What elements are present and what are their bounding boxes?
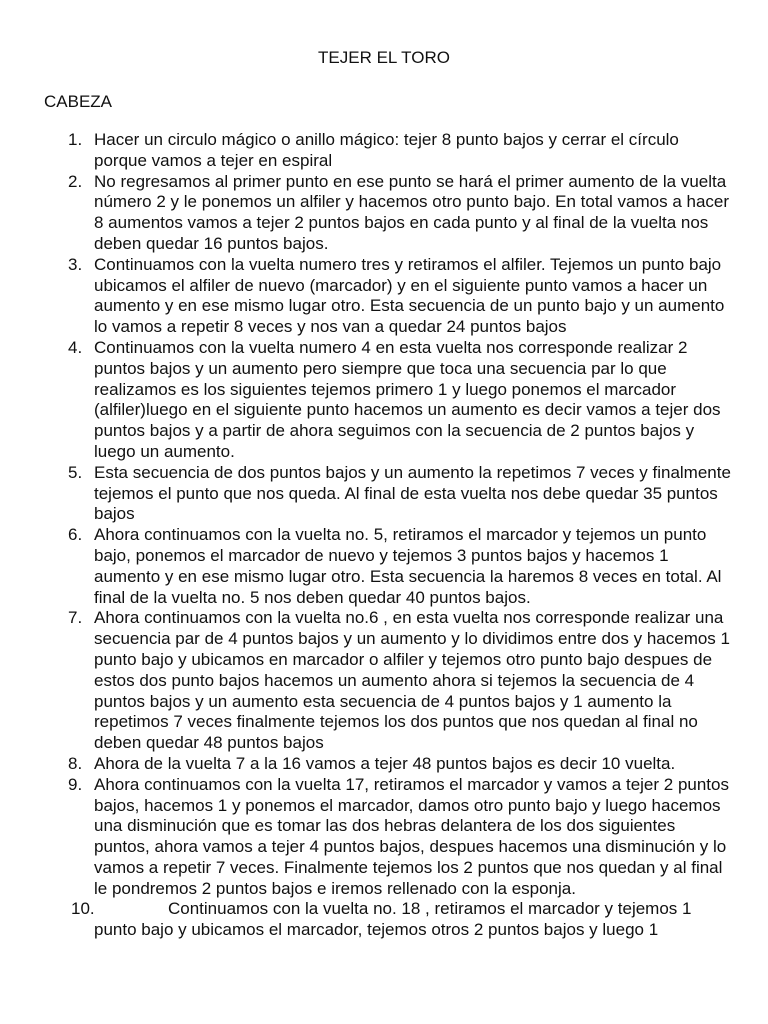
step-text: Ahora continuamos con la vuelta no.6 , en esta vuelta nos corresponde realizar una secuencia par de 4 puntos bajos y un aumento y lo dividimos entre dos y hacemos 1 punto bajo y ubicamos en marcador o alfiler y tejemos otro punto bajo despues de estos dos punto bajos hacemos un aumento ahora si tejemos la secuencia de 4 puntos bajos y un aumento esta secuencia de 4 puntos bajos y 1 aumento la repetimos 7 veces finalmente tejemos los dos puntos que nos quedan al final no deben quedar 48 puntos bajos bbox=[94, 608, 730, 753]
step-text: Esta secuencia de dos puntos bajos y un aumento la repetimos 7 veces y finalmente tejemos el punto que nos queda. Al final de esta vuelta nos debe quedar 35 puntos bajos bbox=[94, 462, 731, 524]
step-number: 8. bbox=[68, 753, 83, 773]
list-item bbox=[44, 130, 734, 172]
step-number: 10. bbox=[71, 899, 95, 919]
list-item bbox=[44, 525, 734, 608]
list-item bbox=[44, 608, 734, 754]
list-item bbox=[44, 463, 734, 525]
document-title: TEJER EL TORO bbox=[318, 48, 450, 67]
list-item bbox=[44, 899, 734, 941]
section-heading: CABEZA bbox=[44, 92, 113, 111]
step-text: Continuamos con la vuelta no. 18 , retiramos el marcador y tejemos 1 punto bajo y ubicamos el marcador, tejemos otros 2 puntos bajos y luego 1 bbox=[94, 899, 692, 940]
step-text: Ahora de la vuelta 7 a la 16 vamos a tejer 48 puntos bajos es decir 10 vuelta. bbox=[94, 753, 676, 773]
step-number: 6. bbox=[68, 525, 83, 545]
step-number: 1. bbox=[68, 130, 83, 149]
step-number: 7. bbox=[68, 608, 83, 628]
step-number: 4. bbox=[68, 337, 83, 357]
list-item bbox=[44, 172, 734, 255]
step-text: Ahora continuamos con la vuelta 17, retiramos el marcador y vamos a tejer 2 puntos bajos, hacemos 1 y ponemos el marcador, damos otro punto bajo y luego hacemos una disminución que es tomar las dos hebras delantera de los dos siguientes puntos, ahora vamos a tejer 4 puntos bajos, despues hacemos una disminución y lo vamos a repetir 7 veces. Finalmente tejemos los 2 puntos que nos quedan y al final le pondremos 2 puntos bajos e iremos rellenado con la esponja. bbox=[94, 774, 729, 898]
step-number: 2. bbox=[68, 171, 83, 191]
step-text: Continuamos con la vuelta numero 4 en esta vuelta nos corresponde realizar 2 puntos bajos y un aumento pero siempre que toca una secuencia par lo que realizamos es los siguientes tejemos primero 1 y luego ponemos el marcador (alfiler)luego en el siguiente punto hacemos un aumento es decir vamos a tejer dos puntos bajos y a partir de ahora seguimos con la secuencia de 2 puntos bajos y luego un aumento. bbox=[94, 337, 721, 461]
step-number: 3. bbox=[68, 254, 83, 274]
list-item bbox=[44, 754, 734, 775]
step-text: Continuamos con la vuelta numero tres y retiramos el alfiler. Tejemos un punto bajo ubicamos el alfiler de nuevo (marcador) y en el siguiente punto vamos a hacer un aumento y en ese mismo lugar otro. Esta secuencia de un punto bajo y un aumento lo vamos a repetir 8 veces y nos van a quedar 24 puntos bajos bbox=[94, 254, 725, 337]
list-item bbox=[44, 775, 734, 900]
step-text: No regresamos al primer punto en ese punto se hará el primer aumento de la vuelta número 2 y le ponemos un alfiler y hacemos otro punto bajo. En total vamos a hacer 8 aumentos vamos a tejer 2 puntos bajos en cada punto y al final de la vuelta nos deben quedar 16 puntos bajos. bbox=[94, 171, 730, 253]
step-text: Ahora continuamos con la vuelta no. 5, retiramos el marcador y tejemos un punto bajo, ponemos el marcador de nuevo y tejemos 3 puntos bajos y hacemos 1 aumento y en ese mismo lugar otro. Esta secuencia la haremos 8 veces en total. Al final de la vuelta no. 5 nos deben quedar 40 puntos bajos. bbox=[94, 525, 722, 607]
steps-list bbox=[44, 130, 734, 941]
list-item bbox=[44, 255, 734, 338]
step-number: 9. bbox=[68, 774, 83, 794]
list-item bbox=[44, 338, 734, 463]
step-text: Hacer un circulo mágico o anillo mágico: tejer 8 punto bajos y cerrar el círculo porque vamos a tejer en espiral bbox=[94, 130, 679, 170]
step-number: 5. bbox=[68, 462, 83, 482]
